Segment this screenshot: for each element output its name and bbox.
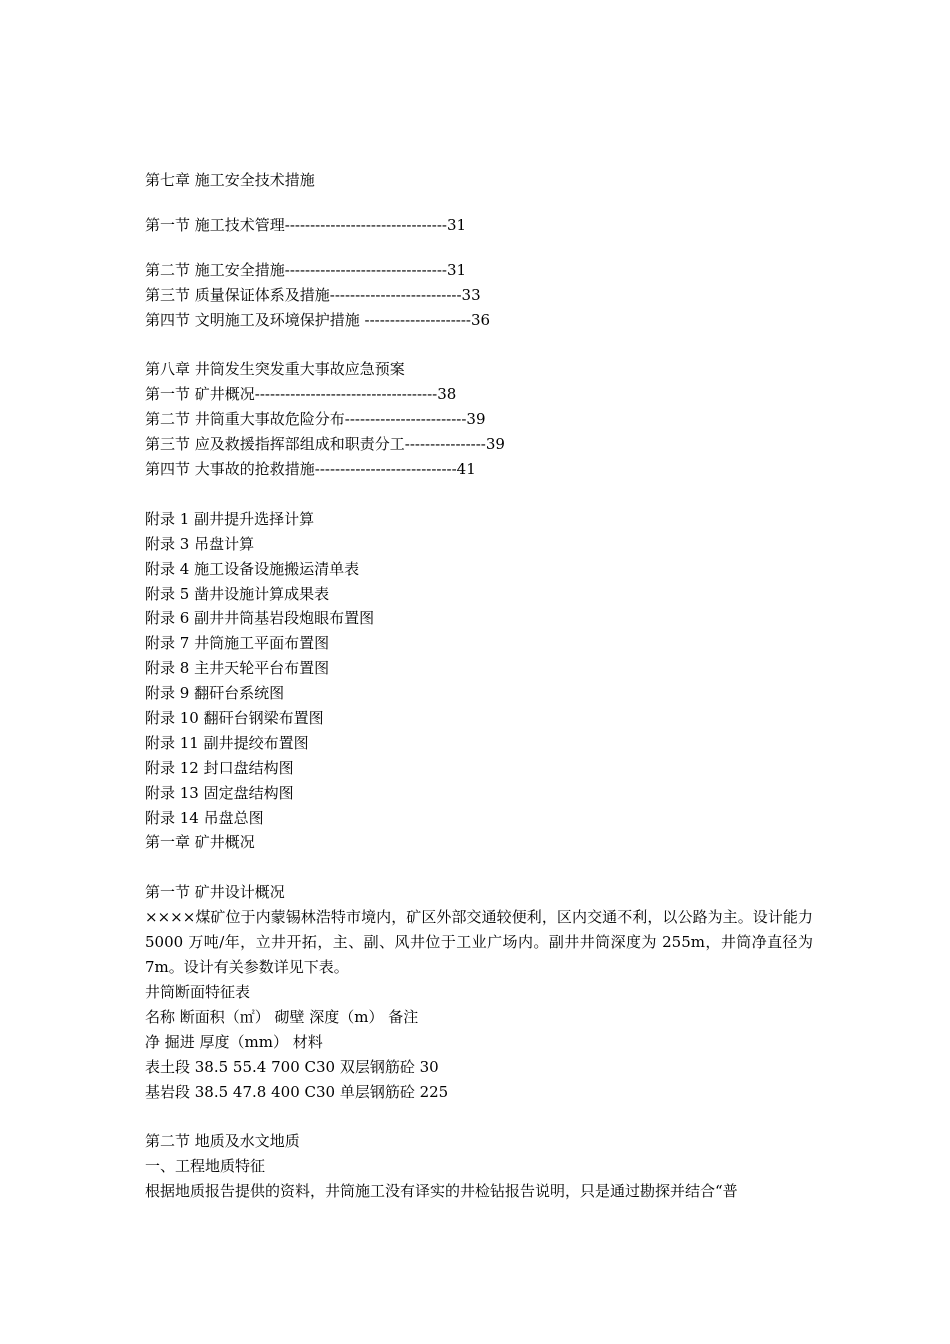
body-paragraph: ××××煤矿位于内蒙锡林浩特市境内，矿区外部交通较便利，区内交通不利，以公路为主。设计能力 5000 万吨/年，立井开拓，主、副、风井位于工业广场内。副井井筒深度为 255m，井筒净直径为 7m。设计有关参数详见下表。 (145, 908, 813, 977)
appendix-item: 附录 12 封口盘结构图 (145, 758, 294, 777)
table-row: 净 掘进 厚度（mm） 材料 (145, 1032, 323, 1051)
section-title: 第二节 地质及水文地质 (145, 1132, 300, 1151)
appendix-item: 附录 6 副井井筒基岩段炮眼布置图 (145, 609, 375, 628)
toc-entry: 第三节 应及救援指挥部组成和职责分工----------------39 (145, 435, 505, 454)
table-row: 基岩段 38.5 47.8 400 C30 单层钢筋砼 225 (145, 1082, 449, 1101)
body-paragraph: 根据地质报告提供的资料，井筒施工没有译实的井检钻报告说明，只是通过勘探并结合“普 (145, 1182, 738, 1201)
table-title: 井筒断面特征表 (145, 982, 251, 1001)
appendix-item: 附录 8 主井天轮平台布置图 (145, 659, 330, 678)
table-row: 表土段 38.5 55.4 700 C30 双层钢筋砼 30 (145, 1057, 439, 1076)
document-page (145, 168, 813, 1204)
appendix-item: 附录 13 固定盘结构图 (145, 783, 294, 802)
appendix-item: 附录 9 翻矸台系统图 (145, 684, 285, 703)
appendix-item: 附录 7 井筒施工平面布置图 (145, 634, 330, 653)
section-title: 第一节 矿井设计概况 (145, 883, 285, 902)
appendix-item: 附录 10 翻矸台钢梁布置图 (145, 709, 324, 728)
toc-entry: 第二节 施工安全措施--------------------------------31 (145, 260, 467, 279)
appendix-item: 附录 5 凿井设施计算成果表 (145, 584, 330, 603)
toc-entry: 第三节 质量保证体系及措施--------------------------33 (145, 285, 481, 304)
appendix-item: 附录 14 吊盘总图 (145, 808, 264, 827)
chapter7-title: 第七章 施工安全技术措施 (145, 171, 315, 189)
toc-entry: 第一节 矿井概况------------------------------------38 (145, 385, 457, 404)
toc-entry: 第一节 施工技术管理--------------------------------31 (145, 215, 467, 234)
toc-entry: 第二节 井筒重大事故危险分布------------------------39 (145, 410, 486, 429)
toc-entry: 第四节 大事故的抢救措施----------------------------41 (145, 460, 476, 479)
table-row: 名称 断面积（㎡） 砌壁 深度（m） 备注 (145, 1007, 419, 1026)
chapter1-title: 第一章 矿井概况 (145, 833, 255, 852)
appendix-item: 附录 1 副井提升选择计算 (145, 509, 315, 528)
appendix-item: 附录 3 吊盘计算 (145, 534, 255, 553)
chapter8-title: 第八章 井筒发生突发重大事故应急预案 (145, 360, 405, 379)
subsection-title: 一、工程地质特征 (145, 1157, 266, 1176)
appendix-item: 附录 11 副井提绞布置图 (145, 733, 309, 752)
toc-entry: 第四节 文明施工及环境保护措施 ---------------------36 (145, 310, 491, 329)
appendix-item: 附录 4 施工设备设施搬运清单表 (145, 559, 360, 578)
